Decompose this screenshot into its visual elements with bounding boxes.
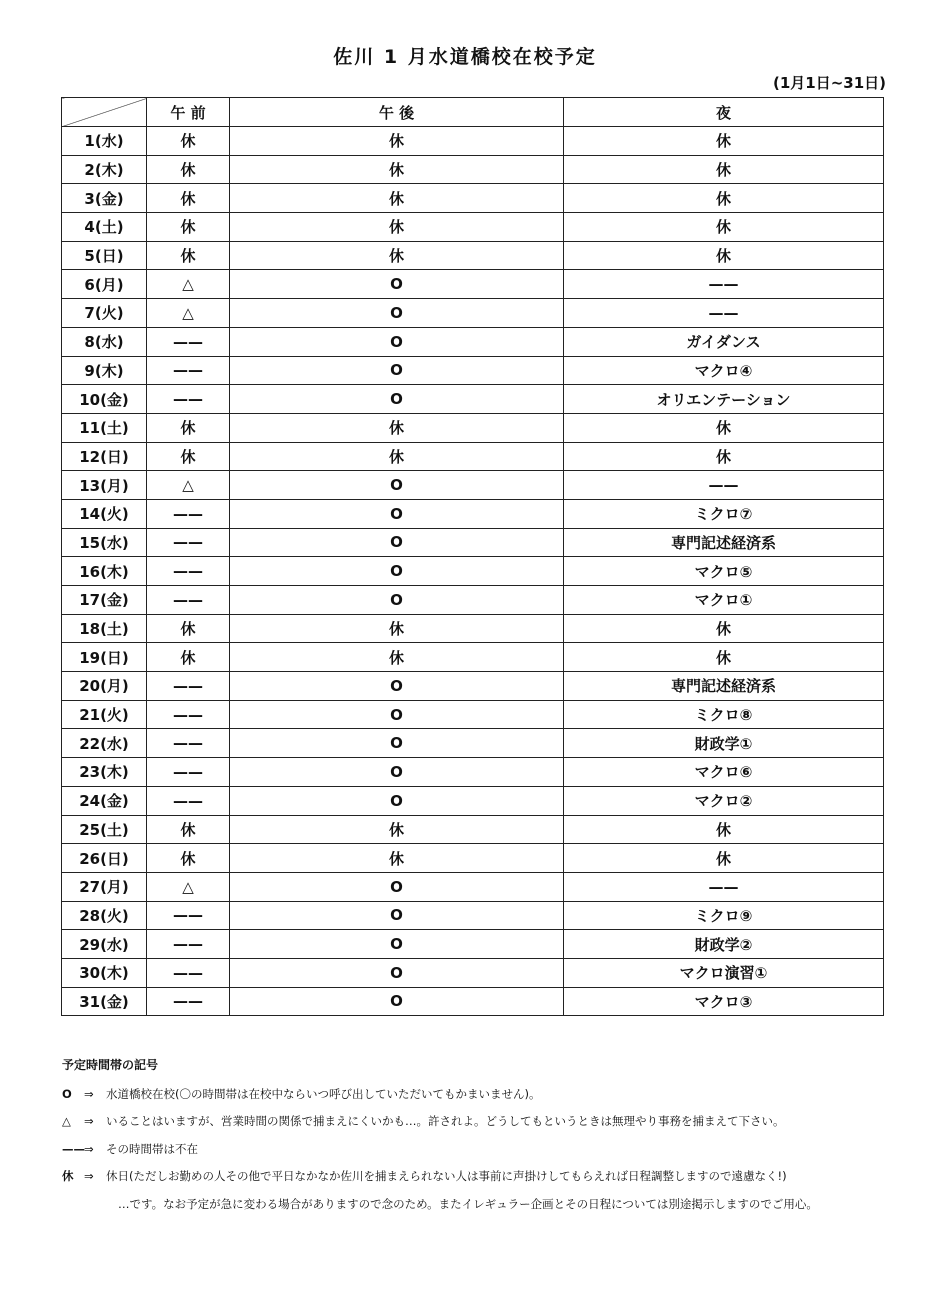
afternoon-cell: O bbox=[230, 786, 564, 815]
afternoon-cell: O bbox=[230, 499, 564, 528]
morning-cell: —— bbox=[147, 528, 230, 557]
day-cell: 7(火) bbox=[62, 299, 147, 328]
table-row bbox=[62, 270, 884, 299]
evening-cell: ミクロ⑧ bbox=[564, 700, 884, 729]
evening-cell: ミクロ⑦ bbox=[564, 499, 884, 528]
afternoon-cell: O bbox=[230, 930, 564, 959]
day-cell: 22(水) bbox=[62, 729, 147, 758]
table-row bbox=[62, 700, 884, 729]
morning-cell: △ bbox=[147, 471, 230, 500]
afternoon-cell: 休 bbox=[230, 614, 564, 643]
evening-cell: マクロ④ bbox=[564, 356, 884, 385]
evening-cell: 休 bbox=[564, 442, 884, 471]
afternoon-cell: O bbox=[230, 872, 564, 901]
evening-cell: 専門記述経済系 bbox=[564, 672, 884, 701]
legend-symbol: △ bbox=[62, 1114, 71, 1128]
afternoon-cell: O bbox=[230, 958, 564, 987]
header-afternoon: 午 後 bbox=[230, 98, 564, 127]
day-cell: 1(水) bbox=[62, 127, 147, 156]
evening-cell: マクロ② bbox=[564, 786, 884, 815]
morning-cell: 休 bbox=[147, 815, 230, 844]
evening-cell: 休 bbox=[564, 127, 884, 156]
morning-cell: —— bbox=[147, 557, 230, 586]
date-range: (1月1日~31日) bbox=[772, 74, 886, 92]
day-cell: 17(金) bbox=[62, 586, 147, 615]
morning-cell: △ bbox=[147, 299, 230, 328]
morning-cell: 休 bbox=[147, 643, 230, 672]
day-cell: 19(日) bbox=[62, 643, 147, 672]
day-cell: 11(土) bbox=[62, 413, 147, 442]
table-row bbox=[62, 213, 884, 242]
afternoon-cell: O bbox=[230, 471, 564, 500]
morning-cell: 休 bbox=[147, 213, 230, 242]
table-row bbox=[62, 528, 884, 557]
day-cell: 12(日) bbox=[62, 442, 147, 471]
corner-cell bbox=[62, 98, 147, 127]
table-row bbox=[62, 844, 884, 873]
morning-cell: —— bbox=[147, 786, 230, 815]
day-cell: 28(火) bbox=[62, 901, 147, 930]
table-row bbox=[62, 614, 884, 643]
morning-cell: —— bbox=[147, 958, 230, 987]
morning-cell: —— bbox=[147, 930, 230, 959]
legend-item bbox=[62, 1141, 198, 1157]
table-row bbox=[62, 901, 884, 930]
evening-cell: ガイダンス bbox=[564, 327, 884, 356]
day-cell: 21(火) bbox=[62, 700, 147, 729]
table-row bbox=[62, 930, 884, 959]
arrow-icon: ⇒ bbox=[84, 1142, 94, 1156]
evening-cell: オリエンテーション bbox=[564, 385, 884, 414]
morning-cell: 休 bbox=[147, 413, 230, 442]
evening-cell: マクロ⑤ bbox=[564, 557, 884, 586]
day-cell: 24(金) bbox=[62, 786, 147, 815]
evening-cell: 休 bbox=[564, 844, 884, 873]
morning-cell: —— bbox=[147, 499, 230, 528]
table-row bbox=[62, 786, 884, 815]
morning-cell: 休 bbox=[147, 241, 230, 270]
legend-item bbox=[62, 1168, 787, 1184]
table-row bbox=[62, 155, 884, 184]
morning-cell: △ bbox=[147, 872, 230, 901]
afternoon-cell: O bbox=[230, 700, 564, 729]
header-morning: 午 前 bbox=[147, 98, 230, 127]
table-row bbox=[62, 127, 884, 156]
day-cell: 5(日) bbox=[62, 241, 147, 270]
table-row bbox=[62, 958, 884, 987]
table-row bbox=[62, 442, 884, 471]
day-cell: 25(土) bbox=[62, 815, 147, 844]
afternoon-cell: O bbox=[230, 557, 564, 586]
afternoon-cell: 休 bbox=[230, 442, 564, 471]
morning-cell: 休 bbox=[147, 442, 230, 471]
evening-cell: 財政学② bbox=[564, 930, 884, 959]
day-cell: 8(水) bbox=[62, 327, 147, 356]
table-row bbox=[62, 327, 884, 356]
day-cell: 23(木) bbox=[62, 758, 147, 787]
day-cell: 16(木) bbox=[62, 557, 147, 586]
day-cell: 26(日) bbox=[62, 844, 147, 873]
legend-symbol: O bbox=[62, 1087, 72, 1101]
afternoon-cell: O bbox=[230, 385, 564, 414]
evening-cell: 休 bbox=[564, 184, 884, 213]
afternoon-cell: 休 bbox=[230, 844, 564, 873]
legend-item bbox=[62, 1113, 785, 1129]
header-row bbox=[62, 98, 884, 127]
evening-cell: 休 bbox=[564, 614, 884, 643]
afternoon-cell: 休 bbox=[230, 241, 564, 270]
morning-cell: 休 bbox=[147, 614, 230, 643]
evening-cell: —— bbox=[564, 471, 884, 500]
schedule-table bbox=[61, 97, 884, 1016]
morning-cell: —— bbox=[147, 700, 230, 729]
legend-text: いることはいますが、営業時間の関係で捕まえにくいかも…。許されよ。どうしてもというときは無理やり事務を捕まえて下さい。 bbox=[106, 1114, 785, 1128]
table-row bbox=[62, 586, 884, 615]
legend-text: 休日(ただしお勤めの人その他で平日なかなか佐川を捕まえられない人は事前に声掛けしてもらえれば日程調整しますので遠慮なく!) bbox=[106, 1169, 787, 1183]
afternoon-cell: O bbox=[230, 327, 564, 356]
morning-cell: 休 bbox=[147, 155, 230, 184]
afternoon-cell: O bbox=[230, 356, 564, 385]
afternoon-cell: O bbox=[230, 672, 564, 701]
legend-text: その時間帯は不在 bbox=[106, 1142, 198, 1156]
arrow-icon: ⇒ bbox=[84, 1087, 94, 1101]
evening-cell: マクロ演習① bbox=[564, 958, 884, 987]
morning-cell: 休 bbox=[147, 184, 230, 213]
morning-cell: 休 bbox=[147, 844, 230, 873]
table-row bbox=[62, 729, 884, 758]
table-row bbox=[62, 471, 884, 500]
morning-cell: △ bbox=[147, 270, 230, 299]
day-cell: 6(月) bbox=[62, 270, 147, 299]
day-cell: 27(月) bbox=[62, 872, 147, 901]
day-cell: 29(水) bbox=[62, 930, 147, 959]
table-row bbox=[62, 758, 884, 787]
table-row bbox=[62, 299, 884, 328]
table-row bbox=[62, 184, 884, 213]
arrow-icon: ⇒ bbox=[84, 1169, 94, 1183]
morning-cell: 休 bbox=[147, 127, 230, 156]
header-evening: 夜 bbox=[564, 98, 884, 127]
table-row bbox=[62, 672, 884, 701]
afternoon-cell: O bbox=[230, 901, 564, 930]
afternoon-cell: 休 bbox=[230, 815, 564, 844]
afternoon-cell: 休 bbox=[230, 184, 564, 213]
legend-symbol: 休 bbox=[62, 1169, 74, 1183]
table-row bbox=[62, 241, 884, 270]
day-cell: 14(火) bbox=[62, 499, 147, 528]
legend-note: …です。なお予定が急に変わる場合がありますので念のため。またイレギュラー企画とその日程については別途掲示しますのでご用心。 bbox=[118, 1197, 818, 1211]
table-row bbox=[62, 872, 884, 901]
afternoon-cell: O bbox=[230, 987, 564, 1016]
evening-cell: ミクロ⑨ bbox=[564, 901, 884, 930]
evening-cell: —— bbox=[564, 872, 884, 901]
day-cell: 13(月) bbox=[62, 471, 147, 500]
afternoon-cell: 休 bbox=[230, 155, 564, 184]
morning-cell: —— bbox=[147, 356, 230, 385]
afternoon-cell: O bbox=[230, 758, 564, 787]
morning-cell: —— bbox=[147, 385, 230, 414]
morning-cell: —— bbox=[147, 901, 230, 930]
page-title: 佐川 1 月水道橋校在校予定 bbox=[333, 46, 597, 68]
evening-cell: 休 bbox=[564, 155, 884, 184]
afternoon-cell: 休 bbox=[230, 413, 564, 442]
day-cell: 4(土) bbox=[62, 213, 147, 242]
legend-text: 水道橋校在校(〇の時間帯は在校中ならいつ呼び出していただいてもかまいません)。 bbox=[106, 1087, 541, 1101]
evening-cell: 財政学① bbox=[564, 729, 884, 758]
evening-cell: 専門記述経済系 bbox=[564, 528, 884, 557]
day-cell: 3(金) bbox=[62, 184, 147, 213]
morning-cell: —— bbox=[147, 327, 230, 356]
afternoon-cell: 休 bbox=[230, 213, 564, 242]
arrow-icon: ⇒ bbox=[84, 1114, 94, 1128]
evening-cell: 休 bbox=[564, 413, 884, 442]
afternoon-cell: O bbox=[230, 270, 564, 299]
morning-cell: —— bbox=[147, 987, 230, 1016]
evening-cell: 休 bbox=[564, 815, 884, 844]
table-row bbox=[62, 499, 884, 528]
evening-cell: マクロ⑥ bbox=[564, 758, 884, 787]
morning-cell: —— bbox=[147, 672, 230, 701]
afternoon-cell: O bbox=[230, 528, 564, 557]
evening-cell: —— bbox=[564, 270, 884, 299]
day-cell: 20(月) bbox=[62, 672, 147, 701]
legend-symbol: —— bbox=[62, 1142, 85, 1156]
day-cell: 10(金) bbox=[62, 385, 147, 414]
evening-cell: マクロ③ bbox=[564, 987, 884, 1016]
morning-cell: —— bbox=[147, 729, 230, 758]
legend-title: 予定時間帯の記号 bbox=[62, 1058, 159, 1072]
legend-item bbox=[62, 1086, 540, 1102]
day-cell: 18(土) bbox=[62, 614, 147, 643]
table-row bbox=[62, 987, 884, 1016]
evening-cell: 休 bbox=[564, 643, 884, 672]
afternoon-cell: O bbox=[230, 299, 564, 328]
table-row bbox=[62, 815, 884, 844]
table-row bbox=[62, 557, 884, 586]
afternoon-cell: O bbox=[230, 729, 564, 758]
table-row bbox=[62, 356, 884, 385]
afternoon-cell: O bbox=[230, 586, 564, 615]
day-cell: 31(金) bbox=[62, 987, 147, 1016]
day-cell: 15(水) bbox=[62, 528, 147, 557]
day-cell: 2(木) bbox=[62, 155, 147, 184]
evening-cell: 休 bbox=[564, 213, 884, 242]
morning-cell: —— bbox=[147, 586, 230, 615]
evening-cell: —— bbox=[564, 299, 884, 328]
evening-cell: マクロ① bbox=[564, 586, 884, 615]
day-cell: 30(木) bbox=[62, 958, 147, 987]
evening-cell: 休 bbox=[564, 241, 884, 270]
day-cell: 9(木) bbox=[62, 356, 147, 385]
afternoon-cell: 休 bbox=[230, 643, 564, 672]
table-row bbox=[62, 413, 884, 442]
afternoon-cell: 休 bbox=[230, 127, 564, 156]
morning-cell: —— bbox=[147, 758, 230, 787]
table-row bbox=[62, 643, 884, 672]
table-row bbox=[62, 385, 884, 414]
